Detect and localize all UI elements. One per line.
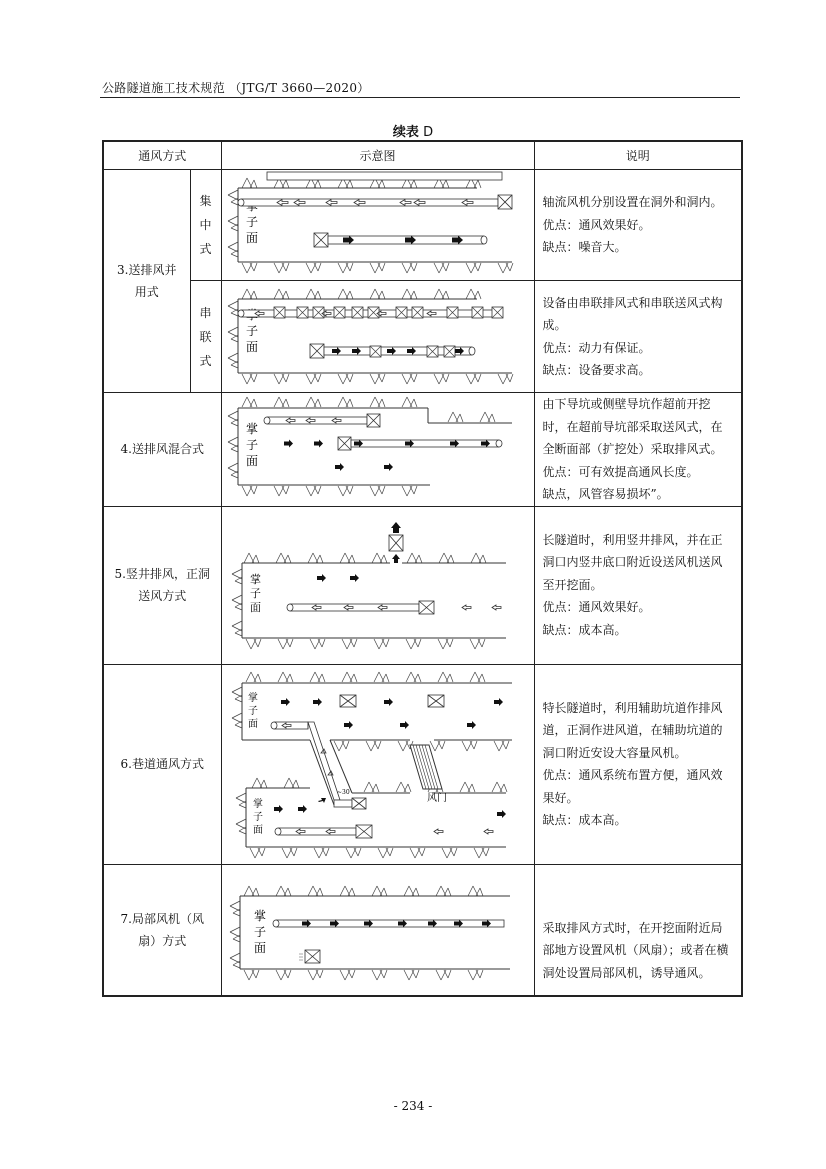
mode-cell: 7.局部风机（风扇）方式 — [103, 864, 221, 996]
rock-hatching — [232, 687, 242, 728]
face-label — [248, 691, 258, 730]
face-char-1: 掌 — [245, 422, 258, 436]
face-char-3: 面 — [245, 454, 258, 468]
duct-row-1 — [238, 195, 512, 209]
desc-cell — [534, 864, 742, 996]
fan-icon — [352, 798, 366, 809]
diagram-cell — [221, 170, 534, 281]
face-label — [246, 421, 258, 468]
running-header: 公路隧道施工技术规范 （JTG/T 3660—2020） — [102, 81, 370, 95]
desc-line: 缺点，风管容易损坏”。 — [542, 487, 669, 501]
desc-cell — [534, 170, 742, 281]
desc-line: 设备由串联排风式和串联送风式构成。 — [542, 295, 723, 332]
diagram-concentrated — [222, 170, 535, 280]
face-label — [253, 797, 263, 836]
rock-hatching — [246, 672, 485, 682]
duct-exhaust — [338, 437, 502, 450]
face-label — [250, 572, 261, 614]
rock-hatching — [246, 639, 485, 649]
table-row — [103, 664, 742, 864]
header-rule — [100, 97, 740, 98]
face-char-2: 子 — [245, 215, 258, 229]
rock-hatching — [448, 412, 495, 422]
desc-line: 采取排风方式时，在开挖面附近局部地方设置风机（风扇）；或者在横洞处设置局部风机，诱导通风。 — [542, 920, 729, 980]
caption-prefix: 续表 — [392, 125, 419, 140]
airflow-arrows — [274, 798, 506, 818]
rock-hatching — [244, 553, 387, 563]
face-char-1: 掌 — [253, 908, 266, 923]
face-char-2: 子 — [249, 586, 261, 600]
mode-cell: 5.竖井排风，正洞送风方式 — [103, 506, 221, 664]
col-header-mode: 通风方式 — [103, 141, 221, 170]
diagram-cell — [221, 281, 534, 393]
local-fan — [299, 950, 320, 963]
face-label — [254, 908, 266, 955]
door-label: 风门 — [426, 792, 447, 804]
duct-exhaust — [268, 227, 502, 235]
desc-line: 轴流风机分别设置在洞外和洞内。 — [542, 195, 723, 210]
duct-row-2 — [314, 233, 487, 247]
desc-line: 缺点：成本高。 — [542, 813, 627, 827]
fan-icon — [389, 535, 403, 551]
rock-hatching — [228, 190, 238, 257]
rock-hatching — [230, 901, 240, 968]
rock-hatching — [228, 411, 238, 478]
face-char-3: 面 — [249, 600, 261, 614]
fan-icon — [428, 695, 444, 707]
face-char-2: 子 — [245, 324, 258, 338]
rock-hatching — [242, 397, 417, 407]
mode-cell: 4.送排风混合式 — [103, 393, 221, 507]
table-header-row — [103, 141, 742, 170]
fan-icon — [310, 344, 324, 358]
fan-icon — [340, 695, 356, 707]
rock-hatching — [244, 970, 483, 980]
desc-line: 优点：通风效果好。 — [542, 217, 651, 232]
desc-line: 优点：通风效果好。 — [542, 600, 651, 615]
duct-supply — [287, 601, 501, 614]
rock-hatching — [242, 486, 417, 496]
table-row — [103, 170, 742, 281]
face-char-1: 掌 — [252, 798, 263, 810]
table-row — [103, 506, 742, 664]
diagram-shaft — [222, 507, 535, 664]
air-door — [410, 745, 447, 804]
face-char-3: 面 — [245, 231, 258, 245]
face-char-2: 子 — [253, 924, 266, 939]
face-char-3: 面 — [247, 718, 258, 730]
ventilation-table — [102, 140, 743, 997]
face-char-2: 子 — [247, 705, 258, 717]
diagram-cell — [221, 506, 534, 664]
diagram-cell — [221, 393, 534, 507]
rock-hatching — [252, 778, 299, 788]
mode-cell: 3.送排风并用式 — [103, 170, 190, 393]
diagram-cell — [221, 664, 534, 864]
diagram-gallery — [222, 665, 535, 864]
distance-label: ~30 — [336, 788, 350, 796]
face-char-2: 子 — [252, 811, 263, 823]
face-char-1: 掌 — [247, 692, 258, 704]
fan-icon — [338, 437, 351, 450]
diagram-mixed — [222, 393, 535, 503]
rock-hatching — [407, 553, 486, 563]
desc-line: 缺点：成本高。 — [542, 622, 627, 637]
col-header-diagram: 示意图 — [221, 141, 534, 170]
face-char-3: 面 — [245, 340, 258, 354]
desc-line: 特长隧道时，利用辅助坑道作排风道，正洞作进风道，在辅助坑道的洞口附近安设大容量风机。 — [542, 700, 723, 760]
desc-line: 由下导坑或侧壁导坑作超前开挖时，在超前导坑部采取送风式，在全断面部（扩挖处）采取排风式。 — [542, 397, 723, 456]
col-header-desc: 说明 — [534, 141, 742, 170]
duct-lower — [275, 825, 493, 838]
face-char-3: 面 — [252, 824, 263, 836]
face-char-3: 面 — [253, 940, 266, 955]
desc-line: 缺点：噪音大。 — [542, 240, 627, 255]
sub-mode-cell: 集中式 — [190, 170, 221, 281]
table-row — [103, 864, 742, 996]
fan-icon — [356, 825, 372, 838]
mode-cell: 6.巷道通风方式 — [103, 664, 221, 864]
fan-icon — [314, 233, 328, 247]
diagram-local-fan — [222, 865, 535, 995]
desc-line: 缺点：设备要求高。 — [542, 363, 651, 377]
duct-supply — [264, 414, 380, 427]
desc-line: 优点：可有效提高通风长度。 — [542, 464, 699, 479]
airflow-arrows — [317, 574, 359, 582]
desc-line: 优点：动力有保证。 — [542, 340, 651, 355]
desc-cell — [534, 393, 742, 507]
rock-hatching — [242, 289, 481, 299]
diagram-cell — [221, 864, 534, 996]
desc-cell — [534, 664, 742, 864]
duct-exhaust — [273, 919, 504, 927]
diagram-series — [222, 281, 535, 392]
fan-icon — [305, 950, 320, 963]
desc-line: 优点：通风系统布置方便，通风效果好。 — [542, 768, 723, 805]
page-number: - 234 - — [393, 1099, 433, 1113]
desc-line: 长隧道时，利用竖井排风，并在正洞口内竖井底口附近设送风机送风至开挖面。 — [542, 532, 723, 592]
rock-hatching — [236, 793, 246, 834]
fan-icon — [367, 414, 380, 427]
caption-suffix: D — [423, 125, 434, 140]
rock-hatching — [250, 848, 489, 858]
face-char-2: 子 — [245, 438, 258, 452]
rock-hatching — [228, 301, 238, 368]
table-row — [103, 281, 742, 393]
table-caption — [0, 121, 826, 140]
fan-icon — [498, 195, 512, 209]
desc-cell — [534, 281, 742, 393]
rock-hatching — [232, 569, 242, 636]
duct-row-1 — [238, 307, 503, 318]
rock-hatching — [242, 374, 513, 384]
duct-gallery — [271, 722, 366, 809]
duct-row-2 — [310, 344, 475, 358]
vertical-shaft — [389, 522, 403, 563]
table-row — [103, 393, 742, 507]
sub-mode-cell: 串联式 — [190, 281, 221, 393]
duct-upper — [267, 172, 502, 180]
desc-cell — [534, 506, 742, 664]
rock-hatching — [244, 886, 483, 896]
fan-icon — [419, 601, 434, 614]
face-char-1: 掌 — [249, 572, 261, 586]
rock-hatching — [242, 263, 513, 273]
